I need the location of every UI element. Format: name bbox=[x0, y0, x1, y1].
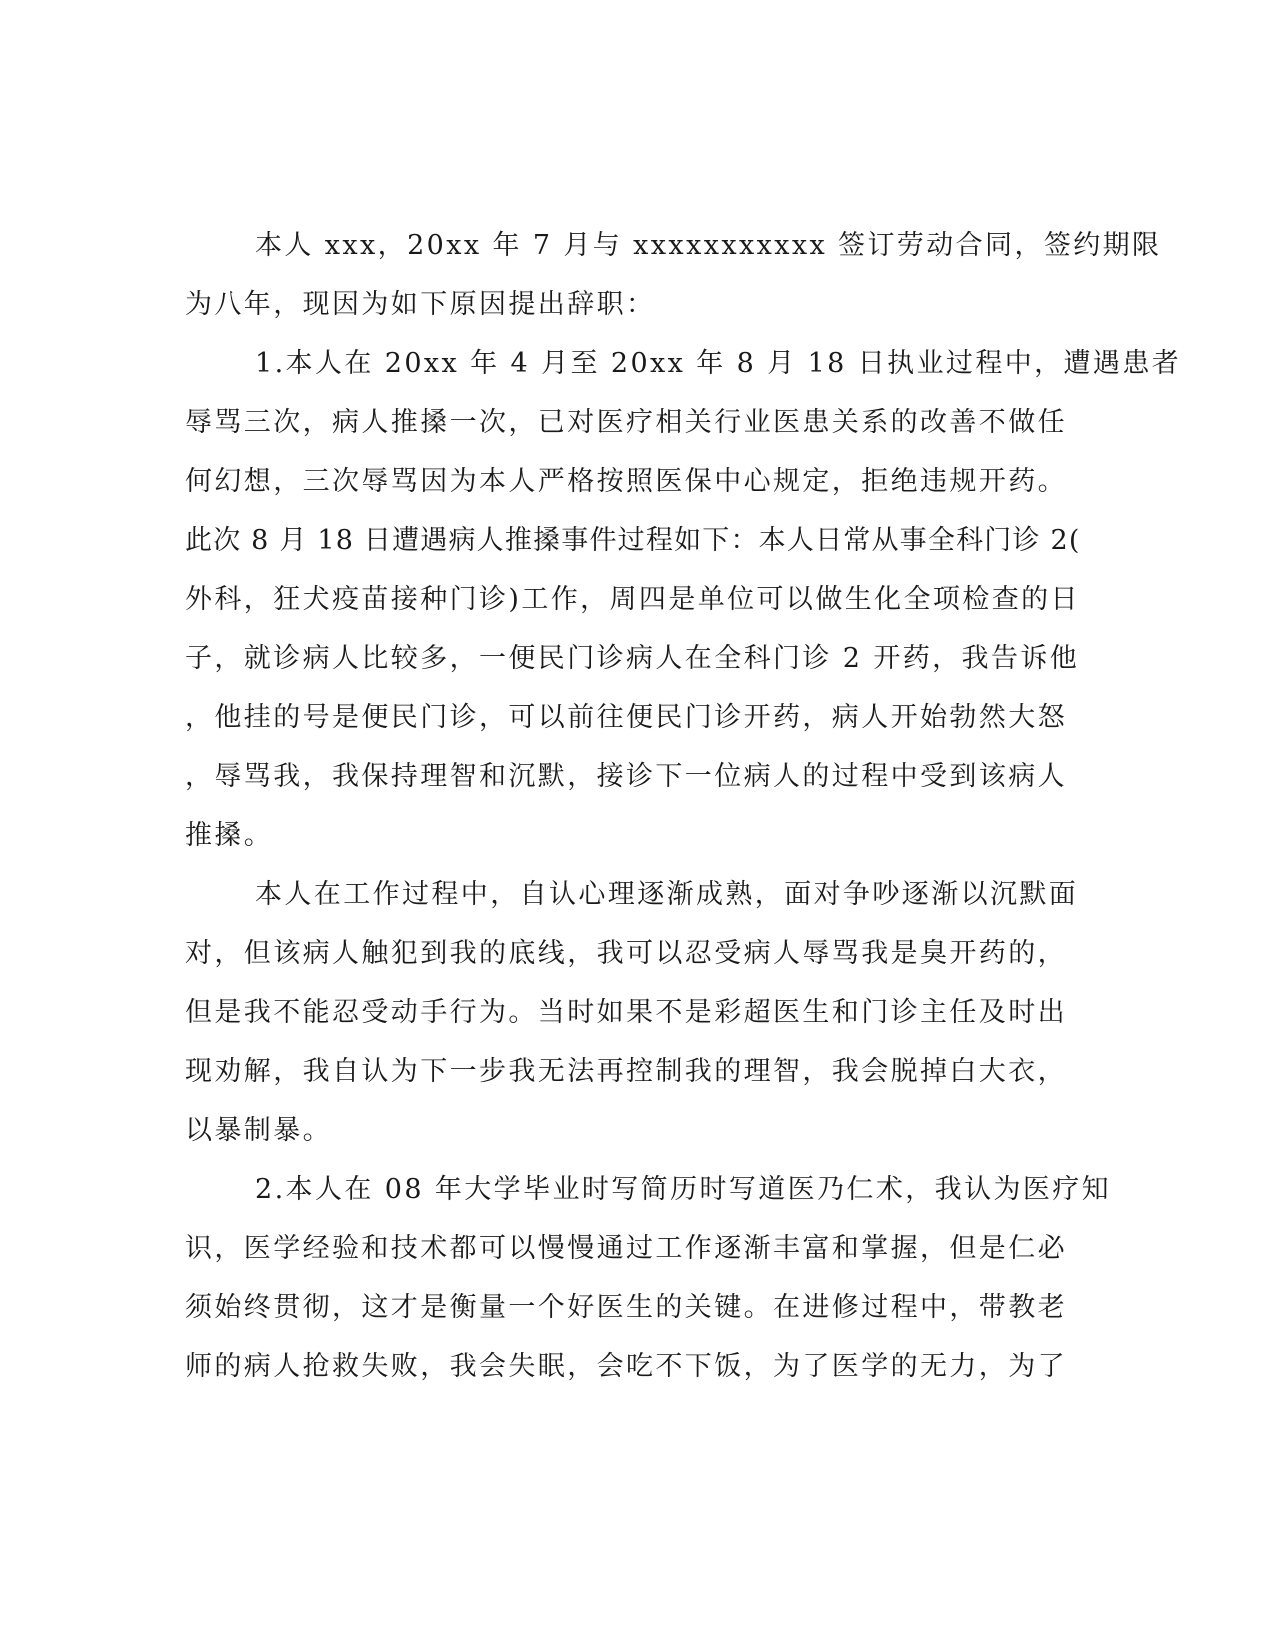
text-line: 为八年，现因为如下原因提出辞职： bbox=[185, 289, 656, 320]
text-line: 以暴制暴。 bbox=[185, 1115, 332, 1146]
text-line: 现劝解，我自认为下一步我无法再控制我的理智，我会脱掉白大衣， bbox=[185, 1056, 1067, 1087]
paragraph-reason-1 bbox=[185, 334, 1182, 865]
text-line: 子，就诊病人比较多，一便民门诊病人在全科门诊 2 开药，我告诉他 bbox=[185, 643, 1080, 674]
text-line: 辱骂三次，病人推搡一次，已对医疗相关行业医患关系的改善不做任 bbox=[185, 407, 1067, 438]
text-line: 须始终贯彻，这才是衡量一个好医生的关键。在进修过程中，带教老 bbox=[185, 1292, 1067, 1323]
text-line: 本人 xxx，20xx 年 7 月与 xxxxxxxxxxx 签订劳动合同，签约期限 bbox=[255, 230, 1162, 261]
text-line: 1.本人在 20xx 年 4 月至 20xx 年 8 月 18 日执业过程中，遭遇患者 bbox=[255, 348, 1182, 379]
paragraph-intro bbox=[185, 216, 1162, 334]
text-line: ，他挂的号是便民门诊，可以前往便民门诊开药，病人开始勃然大怒 bbox=[185, 702, 1067, 733]
text-line: 外科，狂犬疫苗接种门诊)工作，周四是单位可以做生化全项检查的日 bbox=[185, 584, 1080, 615]
text-line: 对，但该病人触犯到我的底线，我可以忍受病人辱骂我是臭开药的， bbox=[185, 938, 1067, 969]
text-line: 师的病人抢救失败，我会失眠，会吃不下饭，为了医学的无力，为了 bbox=[185, 1351, 1067, 1382]
text-line: 推搡。 bbox=[185, 820, 274, 851]
document-body bbox=[185, 216, 1182, 1396]
text-line: 本人在工作过程中，自认心理逐渐成熟，面对争吵逐渐以沉默面 bbox=[255, 879, 1079, 910]
text-line: 识，医学经验和技术都可以慢慢通过工作逐渐丰富和掌握，但是仁必 bbox=[185, 1233, 1067, 1264]
text-line: 但是我不能忍受动手行为。当时如果不是彩超医生和门诊主任及时出 bbox=[185, 997, 1067, 1028]
text-line: 此次 8 月 18 日遭遇病人推搡事件过程如下：本人日常从事全科门诊 2( bbox=[185, 525, 1081, 556]
text-line: 2.本人在 08 年大学毕业时写简历时写道医乃仁术，我认为医疗知 bbox=[255, 1174, 1112, 1205]
paragraph-reason-2 bbox=[185, 1160, 1112, 1396]
paragraph-self-reflection bbox=[185, 865, 1079, 1160]
text-line: 何幻想，三次辱骂因为本人严格按照医保中心规定，拒绝违规开药。 bbox=[185, 466, 1067, 497]
text-line: ，辱骂我，我保持理智和沉默，接诊下一位病人的过程中受到该病人 bbox=[185, 761, 1067, 792]
